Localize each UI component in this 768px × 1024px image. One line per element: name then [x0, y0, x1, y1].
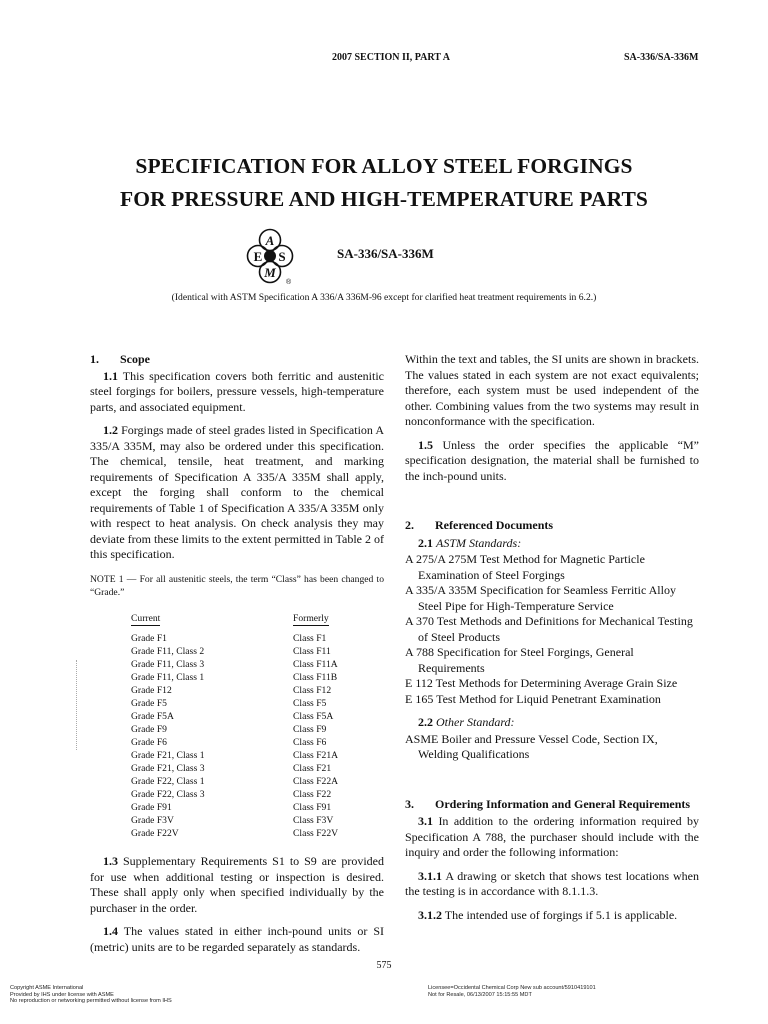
identical-note: (Identical with ASTM Specification A 336/A 336M-96 except for clarified heat treatment requirements in 6.2.)	[171, 292, 597, 303]
section-number: 3.	[405, 796, 414, 811]
paragraph-text: Forgings made of steel grades listed in Specification A 335/A 335M, may also be ordered under this specification. The chemical, tensile, heat treatment, and marking requirements of Specification A 335/A 335M shall apply, except the forging shall conform to the chemical requirements of Table 1 of Specification A 335/A 335M only with respect to heat analysis. On check analysis they may deviate from these limits to the extent permitted in Table 2 of this specification.	[90, 423, 385, 561]
footer-line: Copyright ASME International	[10, 985, 84, 991]
paragraph-text: Supplementary Requirements S1 to S9 are provided for use when additional testing or inspection is desired. These shall apply only when specified individually by the purchaser in the order.	[90, 854, 385, 915]
paragraph-1-3	[90, 854, 384, 916]
former-class-cell: Class F12	[293, 685, 332, 696]
section-2-heading	[405, 518, 699, 534]
former-class-cell: Class F11	[293, 646, 331, 657]
note-1: NOTE 1 — For all austenitic steels, the term “Class” has been changed to “Grade.”	[90, 573, 384, 598]
column-header-formerly: Formerly	[293, 612, 329, 624]
subsection-2-2-heading: 2.2 Other Standard:	[418, 715, 515, 729]
section-3-heading	[405, 797, 699, 813]
current-grade-cell: Grade F22, Class 1	[131, 776, 205, 787]
former-class-cell: Class F21	[293, 763, 332, 774]
former-class-cell: Class F11A	[293, 659, 338, 670]
reference-item: E 165 Test Method for Liquid Penetrant Examination	[405, 691, 661, 706]
table-row	[131, 697, 338, 710]
other-standards-list	[405, 732, 699, 763]
former-class-cell: Class F5A	[293, 711, 334, 722]
document-title	[60, 150, 708, 216]
section-title: Scope	[120, 352, 150, 366]
table-row	[131, 736, 338, 749]
paragraph-1-5	[405, 438, 699, 485]
table-row	[131, 658, 338, 671]
current-grade-cell: Grade F3V	[131, 815, 174, 826]
current-grade-cell: Grade F12	[131, 685, 172, 696]
former-class-cell: Class F22	[293, 789, 332, 800]
paragraph-1-1	[90, 369, 384, 416]
title-line-1: SPECIFICATION FOR ALLOY STEEL FORGINGS	[135, 154, 633, 178]
logo-letter-e: E	[253, 249, 263, 264]
current-grade-cell: Grade F9	[131, 724, 167, 735]
paragraph-number: 1.4	[103, 924, 118, 938]
paragraph-number: 3.1.2	[418, 907, 442, 922]
current-grade-cell: Grade F5A	[131, 711, 174, 722]
section-1-heading	[90, 352, 384, 368]
paragraph-3-1-2	[405, 908, 699, 924]
former-class-cell: Class F11B	[293, 672, 338, 683]
table-row	[131, 762, 338, 775]
footer-line: Provided by IHS under license with ASME	[10, 991, 114, 998]
footer-line: Not for Resale, 06/13/2007 15:15:55 MDT	[428, 991, 532, 998]
footer-line: Licensee=Occidental Chemical Corp New sub account/5910419101	[428, 985, 596, 991]
footer-license	[428, 985, 596, 998]
grade-table-body	[131, 632, 338, 840]
current-grade-cell: Grade F11, Class 2	[131, 646, 205, 657]
running-header-designation: SA-336/SA-336M	[624, 52, 699, 63]
paragraph-number: 1.1	[103, 368, 118, 383]
table-row	[131, 788, 338, 801]
paragraph-number: 1.3	[103, 854, 118, 868]
asme-logo-icon	[239, 228, 321, 286]
paragraph-number: 1.5	[418, 437, 433, 452]
paragraph-text: A drawing or sketch that shows test locations when the testing is in accordance with 8.1.1.3.	[405, 868, 699, 898]
table-row	[131, 814, 338, 827]
paragraph-1-4-continued: Within the text and tables, the SI units are shown in brackets. The values stated in each system are not exact equivalents; therefore, each system must be used independent of the other. Combining values from the two systems may result in nonconformance with the specification.	[405, 352, 699, 428]
margin-dots	[76, 660, 79, 750]
table-row	[131, 827, 338, 840]
page-number: 575	[376, 960, 392, 971]
table-row	[131, 684, 338, 697]
current-grade-cell: Grade F91	[131, 802, 172, 813]
paragraph-text: This specification covers both ferritic and austenitic steel forgings for boilers, pressure vessels, high-temperature parts, and associated equipment.	[90, 368, 384, 414]
section-title: Ordering Information and General Requirements	[435, 796, 691, 811]
left-column	[90, 352, 384, 963]
current-grade-cell: Grade F1	[131, 633, 167, 644]
paragraph-text: The values stated in either inch-pound units or SI (metric) units are to be regarded separately as standards.	[90, 924, 384, 954]
table-row	[131, 671, 338, 684]
current-grade-cell: Grade F11, Class 3	[131, 659, 205, 670]
paragraph-number: 1.2	[103, 423, 118, 437]
paragraph-number: 3.1.1	[418, 868, 442, 883]
current-grade-cell: Grade F22V	[131, 828, 179, 839]
current-grade-cell: Grade F22, Class 3	[131, 789, 205, 800]
registered-mark: ®	[286, 279, 292, 286]
reference-item: A 788 Specification for Steel Forgings, General Requirements	[405, 645, 634, 675]
table-row	[131, 723, 338, 736]
table-row	[131, 775, 338, 788]
former-class-cell: Class F3V	[293, 815, 334, 826]
astm-standards-list	[405, 552, 699, 707]
table-row	[131, 710, 338, 723]
footer-copyright	[10, 985, 172, 1005]
paragraph-text: Unless the order specifies the applicable “M” specification designation, the material shall be furnished to the inch-pound units.	[405, 437, 700, 483]
former-class-cell: Class F5	[293, 698, 327, 709]
paragraph-text: The intended use of forgings if 5.1 is applicable.	[444, 907, 678, 922]
current-grade-cell: Grade F21, Class 1	[131, 750, 205, 761]
paragraph-3-1-1	[405, 869, 699, 900]
subsection-2-1-heading: 2.1 ASTM Standards:	[418, 535, 522, 550]
section-number: 2.	[405, 518, 414, 532]
reference-item: E 112 Test Methods for Determining Average Grain Size	[405, 676, 678, 690]
logo-letter-m: M	[264, 265, 276, 280]
reference-item: A 275/A 275M Test Method for Magnetic Particle Examination of Steel Forgings	[405, 552, 645, 582]
former-class-cell: Class F21A	[293, 750, 339, 761]
paragraph-number: 3.1	[418, 814, 433, 828]
footer-line: No reproduction or networking permitted without license from IHS	[10, 998, 172, 1004]
former-class-cell: Class F22A	[293, 776, 339, 787]
current-grade-cell: Grade F6	[131, 737, 167, 748]
reference-item: ASME Boiler and Pressure Vessel Code, Section IX, Welding Qualifications	[405, 731, 658, 761]
right-column	[405, 352, 699, 931]
current-grade-cell: Grade F21, Class 3	[131, 763, 205, 774]
paragraph-1-4	[90, 924, 384, 955]
grade-designation-table	[131, 611, 338, 841]
table-row	[131, 632, 338, 645]
column-header-current: Current	[131, 612, 161, 624]
current-grade-cell: Grade F11, Class 1	[131, 672, 205, 683]
paragraph-1-2	[90, 423, 384, 563]
paragraph-text: In addition to the ordering information required by Specification A 788, the purchaser should include with the inquiry and order the following information:	[405, 814, 700, 859]
title-line-2: FOR PRESSURE AND HIGH-TEMPERATURE PARTS	[120, 187, 648, 211]
logo-letter-a: A	[265, 233, 275, 248]
table-row	[131, 801, 338, 814]
section-number: 1.	[90, 352, 99, 366]
section-title: Referenced Documents	[435, 518, 554, 532]
table-row	[131, 749, 338, 762]
former-class-cell: Class F9	[293, 724, 327, 735]
former-class-cell: Class F1	[293, 633, 327, 644]
specification-designation: SA-336/SA-336M	[337, 246, 434, 261]
reference-item: A 370 Test Methods and Definitions for Mechanical Testing of Steel Products	[405, 614, 693, 644]
former-class-cell: Class F22V	[293, 828, 339, 839]
reference-item: A 335/A 335M Specification for Seamless Ferritic Alloy Steel Pipe for High-Temperature Service	[405, 583, 676, 613]
table-row	[131, 645, 338, 658]
running-header-section: 2007 SECTION II, PART A	[332, 52, 450, 63]
paragraph-3-1	[405, 814, 699, 861]
former-class-cell: Class F91	[293, 802, 332, 813]
logo-letter-s: S	[278, 249, 286, 264]
current-grade-cell: Grade F5	[131, 698, 167, 709]
former-class-cell: Class F6	[293, 737, 327, 748]
